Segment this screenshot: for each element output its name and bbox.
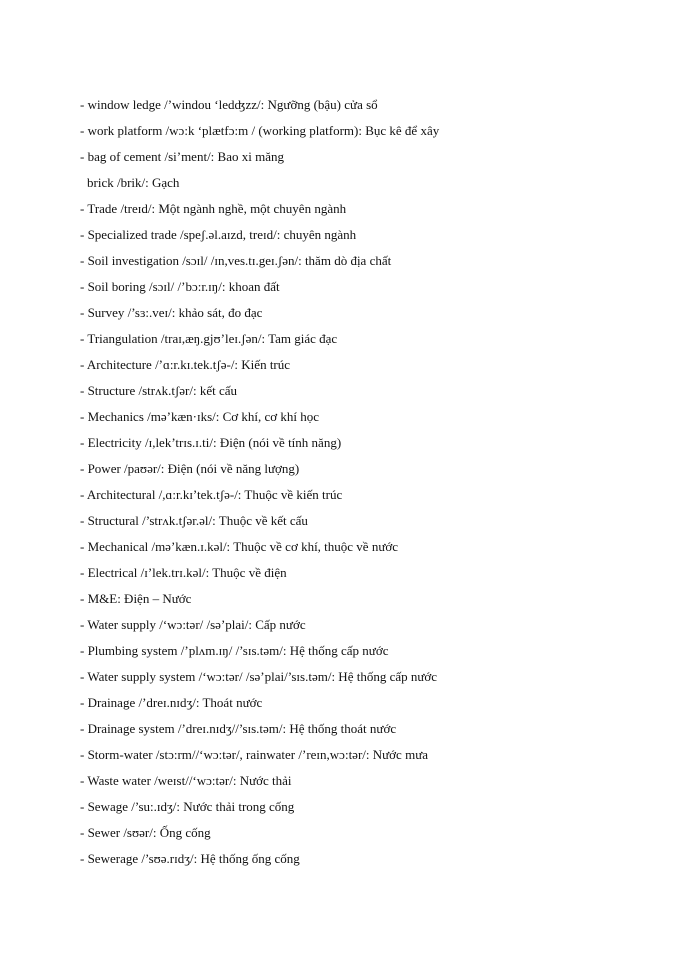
- vocab-line: - Sewerage /’sʊə.rɪdʒ/: Hệ thống ống cống: [80, 851, 300, 866]
- vocab-line: - Architectural /,ɑ:r.kɪ’tek.tʃə-/: Thuộc về kiến trúc: [80, 487, 343, 502]
- vocab-line: - Electrical /ɪ’lek.trɪ.kəl/: Thuộc về điện: [80, 565, 287, 580]
- vocab-line: - Sewer /sʊər/: Ống cống: [80, 825, 211, 840]
- vocab-line: - Plumbing system /’plʌm.ɪŋ/ /’sɪs.təm/: Hệ thống cấp nước: [80, 643, 389, 658]
- vocab-line: - Storm-water /stɔ:rm//‘wɔ:tər/, rainwater /’reɪn,wɔ:tər/: Nước mưa: [80, 747, 429, 762]
- vocab-line: - Waste water /weɪst//‘wɔ:tər/: Nước thải: [80, 773, 292, 788]
- vocab-line: - work platform /wɔ:k ‘plætfɔ:m / (working platform): Bục kê để xây: [80, 123, 440, 138]
- vocab-line: - Soil investigation /sɔɪl/ /ɪn,ves.tɪ.geɪ.ʃən/: thăm dò địa chất: [80, 253, 392, 268]
- vocab-line: - Structure /strʌk.tʃər/: kết cấu: [80, 383, 238, 398]
- vocab-line: - Drainage /’dreɪ.nɪdʒ/: Thoát nước: [80, 695, 263, 710]
- vocab-line: - Electricity /ɪ,lek’trɪs.ɪ.ti/: Điện (nói về tính năng): [80, 435, 342, 450]
- vocab-line: - Trade /treɪd/: Một ngành nghề, một chuyên ngành: [80, 201, 347, 216]
- vocab-line: - Sewage /’su:.ɪdʒ/: Nước thải trong cống: [80, 799, 295, 814]
- vocab-line: - Power /paʊər/: Điện (nói về năng lượng): [80, 461, 300, 476]
- vocab-line: - bag of cement /si’ment/: Bao xi măng: [80, 149, 284, 164]
- vocab-line: - Survey /’sɜ:.veɪ/: khảo sát, đo đạc: [80, 305, 263, 320]
- vocab-line: brick /brik/: Gạch: [87, 175, 180, 190]
- vocab-line: - window ledge /’windou ‘ledʤzz/: Ngưỡng (bậu) cửa sổ: [80, 97, 378, 112]
- vocab-line: - Water supply system /‘wɔ:tər/ /sə’plai/’sɪs.təm/: Hệ thống cấp nước: [80, 669, 438, 684]
- vocabulary-list: [80, 92, 680, 872]
- vocab-line: - Mechanics /mə’kæn·ɪks/: Cơ khí, cơ khí học: [80, 409, 320, 424]
- vocab-line: - Architecture /’ɑ:r.kɪ.tek.tʃə-/: Kiến trúc: [80, 357, 291, 372]
- vocab-line: - Triangulation /traɪ,æŋ.gjʊ’leɪ.ʃən/: Tam giác đạc: [80, 331, 338, 346]
- vocab-line: - Soil boring /sɔɪl/ /’bɔ:r.ɪŋ/: khoan đất: [80, 279, 280, 294]
- vocab-line: - Drainage system /’dreɪ.nɪdʒ//’sɪs.təm/: Hệ thống thoát nước: [80, 721, 397, 736]
- vocab-line: - Specialized trade /speʃ.əl.aɪzd, treɪd/: chuyên ngành: [80, 227, 357, 242]
- vocab-line: - Water supply /‘wɔ:tər/ /sə’plai/: Cấp nước: [80, 617, 306, 632]
- vocab-line: - Structural /’strʌk.tʃər.əl/: Thuộc về kết cấu: [80, 513, 308, 528]
- vocab-line: - M&E: Điện – Nước: [80, 591, 192, 606]
- vocab-line: - Mechanical /mə’kæn.ɪ.kəl/: Thuộc về cơ khí, thuộc về nước: [80, 539, 399, 554]
